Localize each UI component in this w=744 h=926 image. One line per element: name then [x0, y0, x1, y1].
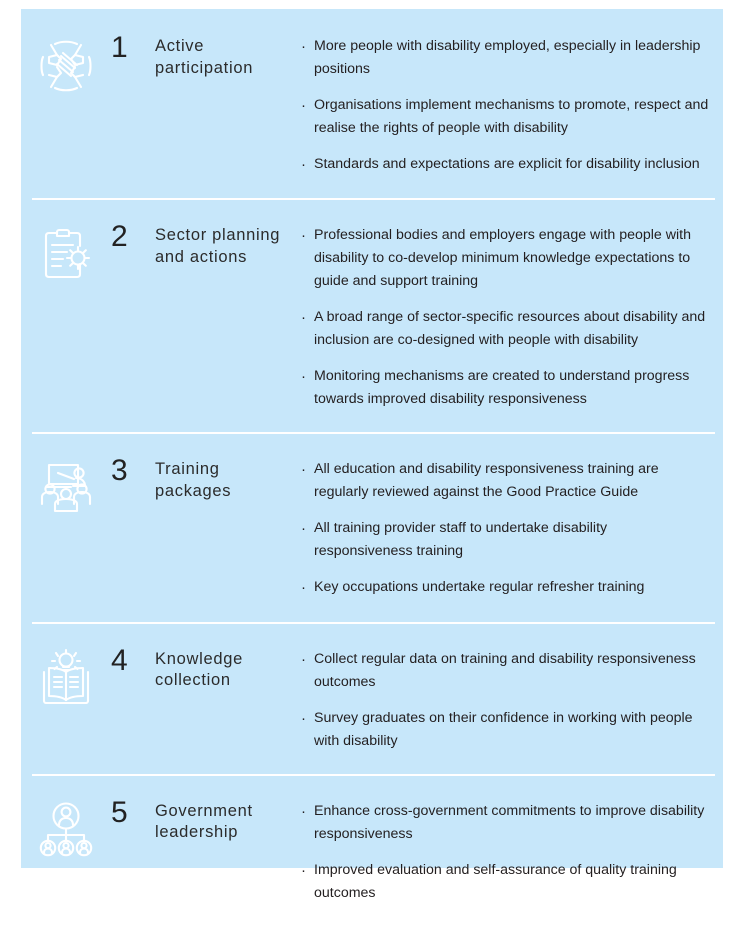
section-number-1: 1	[111, 31, 128, 64]
icon-cell-4	[21, 644, 111, 710]
list-item	[301, 800, 709, 846]
section-number-2: 2	[111, 220, 128, 254]
bullet-text: Organisations implement mechanisms to promote, respect and realise the rights of people with disability	[314, 97, 709, 136]
icon-cell-5	[21, 796, 111, 862]
bullet-dot-icon: ·	[301, 520, 306, 538]
bullet-text: All education and disability responsiveness training are regularly reviewed against the Good Practice Guide	[314, 461, 659, 501]
bullet-text: Standards and expectations are explicit for disability inclusion	[314, 156, 700, 172]
list-item	[301, 35, 709, 81]
section-number-4: 4	[111, 643, 128, 677]
section-heading-3: Training packages	[155, 460, 232, 501]
list-item	[301, 517, 709, 563]
bullet-dot-icon: ·	[301, 309, 306, 327]
bullet-list-2	[301, 220, 723, 411]
classroom-training-icon	[35, 458, 97, 520]
bullet-list-1	[301, 31, 723, 177]
bullet-dot-icon: ·	[301, 156, 306, 173]
section-divider	[32, 198, 715, 200]
list-item	[301, 224, 709, 293]
bullet-text: Key occupations undertake regular refresher training	[314, 579, 645, 596]
list-item	[301, 365, 709, 411]
section-training-packages	[21, 432, 723, 621]
list-item	[301, 859, 709, 905]
bullet-dot-icon: ·	[301, 579, 306, 597]
section-number-3: 3	[111, 454, 128, 488]
bullet-list-3	[301, 454, 723, 600]
section-heading-5: Government leadership	[155, 801, 253, 842]
icon-cell-1	[21, 31, 111, 97]
list-item	[301, 94, 709, 140]
bullet-dot-icon: ·	[301, 227, 306, 245]
section-heading-1: Active participation	[155, 37, 254, 77]
handshake-circle-icon	[35, 35, 97, 97]
list-item	[301, 648, 709, 694]
bullet-list-4	[301, 644, 723, 753]
bullet-text: More people with disability employed, especially in leadership positions	[314, 38, 701, 77]
section-divider	[32, 622, 715, 624]
section-government-leadership	[21, 774, 723, 926]
bullet-dot-icon: ·	[301, 461, 306, 479]
bullet-text: A broad range of sector-specific resources about disability and inclusion are co-designed with people with disability	[314, 309, 706, 349]
section-sector-planning-and-actions	[21, 198, 723, 432]
infographic-panel	[21, 9, 723, 901]
bullet-text: Professional bodies and employers engage with people with disability to co-develop minimum knowledge expectations to guide and support training	[314, 227, 691, 290]
section-heading-2: Sector planning and actions	[155, 226, 281, 267]
icon-cell-2	[21, 220, 111, 286]
bullet-dot-icon: ·	[301, 368, 306, 386]
section-heading-4: Knowledge collection	[155, 649, 243, 690]
list-item	[301, 707, 709, 753]
bullet-text: Enhance cross-government commitments to improve disability responsiveness	[314, 802, 705, 842]
bullet-list-5	[301, 796, 723, 905]
bullet-dot-icon: ·	[301, 861, 306, 879]
bullet-text: Collect regular data on training and disability responsiveness outcomes	[314, 650, 696, 690]
clipboard-gear-icon	[35, 224, 97, 286]
list-item	[301, 576, 709, 600]
list-item	[301, 458, 709, 504]
bullet-text: All training provider staff to undertake disability responsiveness training	[314, 520, 608, 560]
bullet-dot-icon: ·	[301, 802, 306, 820]
bullet-dot-icon: ·	[301, 650, 306, 668]
org-chart-people-icon	[35, 800, 97, 862]
list-item	[301, 306, 709, 352]
list-item	[301, 153, 709, 177]
section-divider	[32, 774, 715, 776]
bullet-dot-icon: ·	[301, 709, 306, 727]
section-active-participation	[21, 9, 723, 198]
bullet-dot-icon: ·	[301, 38, 306, 55]
icon-cell-3	[21, 454, 111, 520]
bullet-text: Monitoring mechanisms are created to understand progress towards improved disability responsiveness	[314, 368, 690, 408]
bullet-text: Survey graduates on their confidence in working with people with disability	[314, 709, 693, 749]
section-divider	[32, 432, 715, 434]
section-number-5: 5	[111, 795, 128, 829]
book-lightbulb-icon	[35, 648, 97, 710]
bullet-text: Improved evaluation and self-assurance of quality training outcomes	[314, 861, 677, 901]
bullet-dot-icon: ·	[301, 97, 306, 114]
section-knowledge-collection	[21, 622, 723, 774]
